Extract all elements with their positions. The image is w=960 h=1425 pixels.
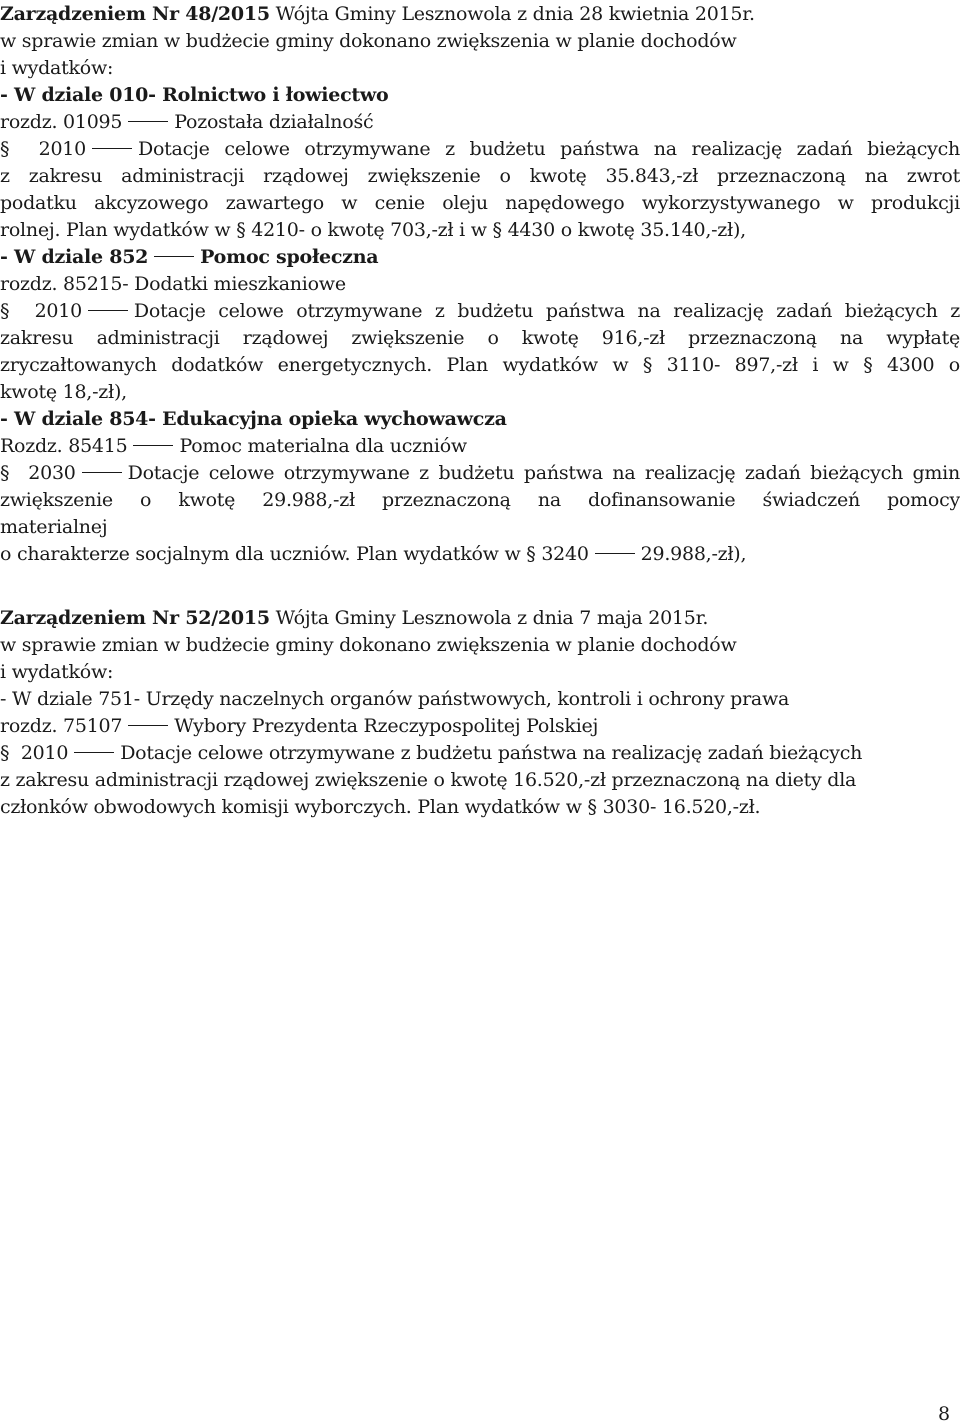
paragraph-2030-text: Dotacje celowe otrzymywane z budżetu państwa na realizację zadań bieżących gmin bbox=[127, 462, 960, 484]
plan-text: członków obwodowych komisji wyborczych. Plan wydatków w bbox=[0, 796, 582, 818]
paragraph-52-2010-line-2: z zakresu administracji rządowej zwiększenie o kwotę 16.520,-zł przeznaczoną na diety dla bbox=[0, 769, 857, 791]
paragraph-2010-line-3: podatku akcyzowego zawartego w cenie oleju napędowego wykorzystywanego w produkcji bbox=[0, 192, 960, 214]
paragraph-2030-line-4 bbox=[0, 541, 960, 568]
chapter-01095-code: rozdz. 01095 bbox=[0, 111, 123, 133]
decree-48-subject-cont: i wydatków: bbox=[0, 57, 114, 79]
chapter-01095-title: Pozostała działalność bbox=[174, 111, 374, 133]
decree-48-subject: w sprawie zmian w budżecie gminy dokonano zwiększenia w planie dochodów bbox=[0, 30, 737, 52]
section-sign-icon: § bbox=[526, 543, 536, 565]
chapter-75107-code: rozdz. 75107 bbox=[0, 715, 123, 737]
dash-separator bbox=[133, 445, 173, 446]
decree-52-heading bbox=[0, 605, 960, 632]
chapter-01095 bbox=[0, 109, 960, 136]
section-sign-icon: § bbox=[642, 354, 653, 376]
division-852-code: - W dziale 852 bbox=[0, 246, 149, 268]
paragraph-52-2010-line-3 bbox=[0, 794, 960, 821]
decree-52-number: Zarządzeniem Nr 52/2015 bbox=[0, 607, 270, 629]
dash-separator bbox=[74, 752, 114, 753]
paragraph-2010-line-4 bbox=[0, 217, 960, 244]
chapter-85415 bbox=[0, 433, 960, 460]
plan-4210: 4210- o kwotę 703,-zł i w bbox=[251, 219, 487, 241]
paragraph-2010-text: Dotacje celowe otrzymywane z budżetu państwa na realizację zadań bieżących bbox=[137, 138, 960, 160]
section-sign-icon: § bbox=[0, 742, 10, 764]
section-sign-icon: § bbox=[0, 138, 10, 160]
paragraph-2030-line-3: materialnej bbox=[0, 516, 108, 538]
division-751: - W dziale 751- Urzędy naczelnych organów państwowych, kontroli i ochrony prawa bbox=[0, 688, 790, 710]
paragraph-2010-line-1 bbox=[0, 136, 960, 163]
plan-3240-code: 3240 bbox=[541, 543, 589, 565]
section-sign-icon: § bbox=[587, 796, 597, 818]
paragraph-852-line-2: zakresu administracji rządowej zwiększenie o kwotę 916,-zł przeznaczoną na wypłatę bbox=[0, 327, 960, 349]
chapter-85415-code: Rozdz. 85415 bbox=[0, 435, 128, 457]
chapter-75107 bbox=[0, 713, 960, 740]
division-854: - W dziale 854- Edukacyjna opieka wychowawcza bbox=[0, 408, 507, 430]
paragraph-2030-line-2: zwiększenie o kwotę 29.988,-zł przeznaczoną na dofinansowanie świadczeń pomocy bbox=[0, 489, 960, 511]
paragraph-852-text: Dotacje celowe otrzymywane z budżetu państwa na realizację zadań bieżących z bbox=[133, 300, 960, 322]
paragraph-852-line-3 bbox=[0, 352, 960, 379]
paragraph-2030-line-1 bbox=[0, 460, 960, 487]
dash-separator bbox=[128, 121, 168, 122]
paragraph-52-2010-code: 2010 bbox=[20, 742, 69, 764]
dash-separator bbox=[128, 725, 168, 726]
paragraph-2030-code: 2030 bbox=[28, 462, 76, 484]
plan-text: o charakterze socjalnym dla uczniów. Plan wydatków w bbox=[0, 543, 521, 565]
paragraph-852-line-4: kwotę 18,-zł), bbox=[0, 381, 127, 403]
plan-4300: 4300 o bbox=[886, 354, 960, 376]
division-852 bbox=[0, 244, 960, 271]
decree-48-number: Zarządzeniem Nr 48/2015 bbox=[0, 3, 270, 25]
paragraph-2010-line-2: z zakresu administracji rządowej zwiększenie o kwotę 35.843,-zł przeznaczoną na zwrot bbox=[0, 165, 960, 187]
section-sign-icon: § bbox=[0, 300, 10, 322]
section-sign-icon: § bbox=[492, 219, 502, 241]
decree-52-subject: w sprawie zmian w budżecie gminy dokonano zwiększenia w planie dochodów bbox=[0, 634, 737, 656]
dash-separator bbox=[595, 553, 635, 554]
paragraph-2010-code: 2010 bbox=[38, 138, 86, 160]
section-sign-icon: § bbox=[0, 462, 10, 484]
dash-separator bbox=[88, 310, 128, 311]
paragraph-52-2010-text: Dotacje celowe otrzymywane z budżetu państwa na realizację zadań bieżących bbox=[120, 742, 863, 764]
chapter-85215: rozdz. 85215- Dodatki mieszkaniowe bbox=[0, 273, 346, 295]
decree-48-block bbox=[0, 1, 960, 568]
section-sign-icon: § bbox=[863, 354, 873, 376]
plan-text: rolnej. Plan wydatków w bbox=[0, 219, 231, 241]
division-010: - W dziale 010- Rolnictwo i łowiectwo bbox=[0, 84, 389, 106]
paragraph-852-code: 2010 bbox=[34, 300, 82, 322]
plan-3110: 3110- 897,-zł i w bbox=[666, 354, 849, 376]
paragraph-852-line-1 bbox=[0, 298, 960, 325]
dash-separator bbox=[154, 256, 194, 257]
decree-52-block bbox=[0, 605, 960, 821]
decree-52-date: Wójta Gminy Lesznowola z dnia 7 maja 2015r. bbox=[269, 607, 709, 629]
chapter-75107-title: Wybory Prezydenta Rzeczypospolitej Polskiej bbox=[174, 715, 599, 737]
dash-separator bbox=[82, 472, 122, 473]
paragraph-52-2010-line-1 bbox=[0, 740, 960, 767]
division-852-title: Pomoc społeczna bbox=[200, 246, 379, 268]
chapter-85415-title: Pomoc materialna dla uczniów bbox=[179, 435, 467, 457]
decree-48-heading bbox=[0, 1, 960, 28]
plan-text: zryczałtowanych dodatków energetycznych. Plan wydatków w bbox=[0, 354, 629, 376]
dash-separator bbox=[92, 148, 132, 149]
decree-52-subject-cont: i wydatków: bbox=[0, 661, 114, 683]
section-sign-icon: § bbox=[236, 219, 246, 241]
plan-4430: 4430 o kwotę 35.140,-zł), bbox=[507, 219, 746, 241]
decree-48-date: Wójta Gminy Lesznowola z dnia 28 kwietnia 2015r. bbox=[269, 3, 755, 25]
plan-3030: 3030- 16.520,-zł. bbox=[602, 796, 761, 818]
page-number: 8 bbox=[938, 1403, 951, 1425]
plan-3240-amount: 29.988,-zł), bbox=[640, 543, 747, 565]
